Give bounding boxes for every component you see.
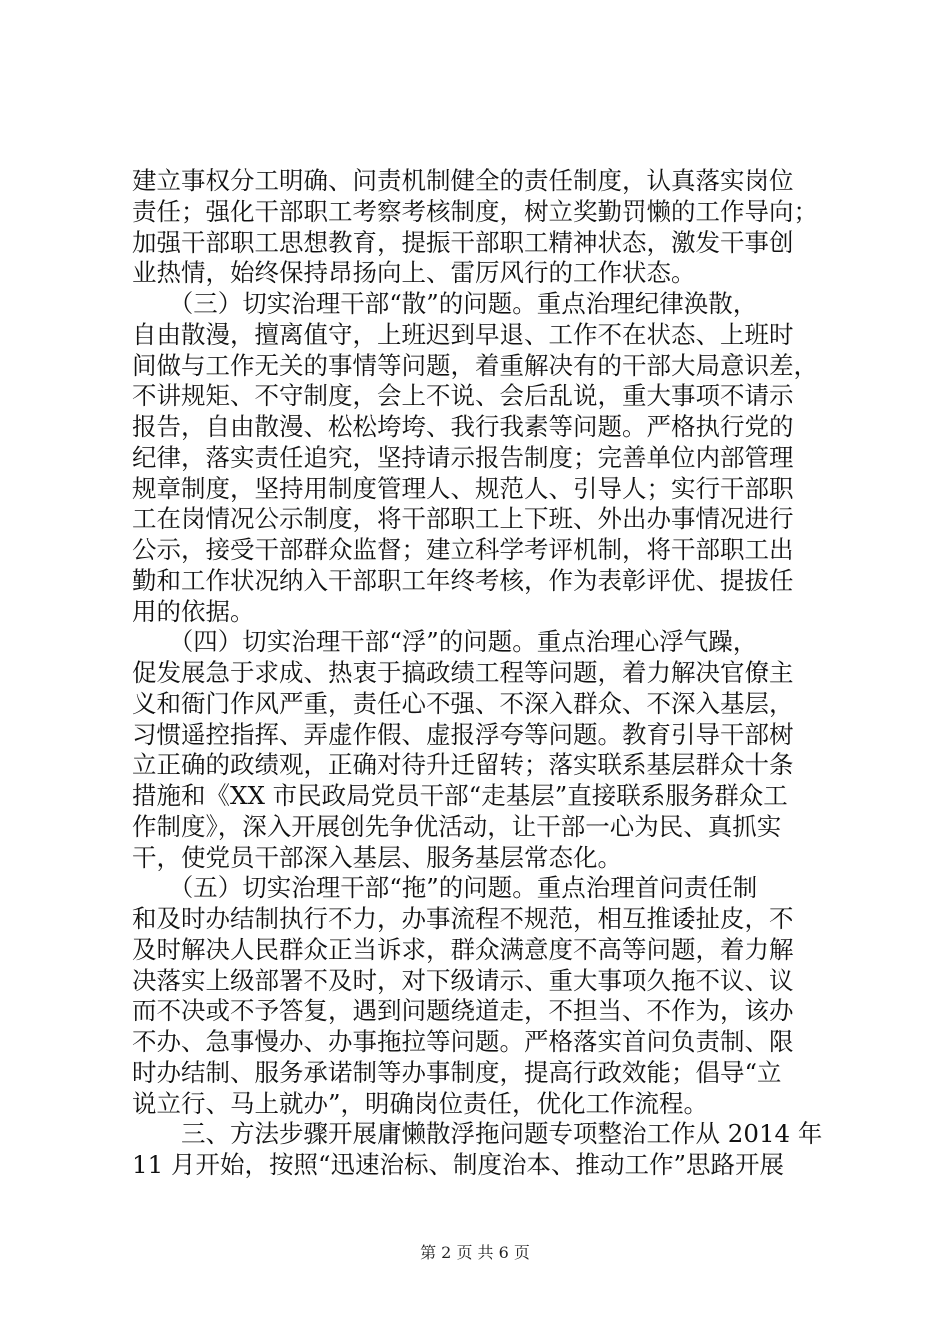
text-line: 公示，接受干部群众监督；建立科学考评机制，将干部职工出 bbox=[132, 535, 794, 564]
text-line: 和及时办结制执行不力，办事流程不规范，相互推诿扯皮，不 bbox=[132, 904, 794, 933]
text-line: 说立行、马上就办”，明确岗位责任，优化工作流程。 bbox=[132, 1088, 709, 1118]
text-line: 决落实上级部署不及时，对下级请示、重大事项久拖不议、议 bbox=[132, 965, 794, 995]
text-line: 自由散漫，擅离值守，上班迟到早退、工作不在状态、上班时 bbox=[132, 319, 794, 349]
text-line: 时办结制、服务承诺制等办事制度，提高行政效能；倡导“立 bbox=[132, 1057, 782, 1087]
text-line: 用的依据。 bbox=[132, 596, 255, 626]
text-line: 措施和《XX 市民政局党员干部“走基层”直接联系服务群众工 bbox=[132, 781, 788, 810]
text-line: 工在岗情况公示制度，将干部职工上下班、外出办事情况进行 bbox=[132, 504, 794, 534]
text-line: 勤和工作状况纳入干部职工年终考核，作为表彰评优、提拔任 bbox=[132, 565, 794, 595]
text-line: （四）切实治理干部“浮”的问题。重点治理心浮气躁， bbox=[132, 627, 758, 657]
text-line: （五）切实治理干部“拖”的问题。重点治理首问责任制 bbox=[132, 873, 758, 903]
text-line: 三、方法步骤开展庸懒散浮拖问题专项整治工作从 2014 年 bbox=[132, 1119, 823, 1149]
text-line: 责任；强化干部职工考察考核制度，树立奖勤罚懒的工作导向； bbox=[132, 196, 818, 226]
text-line: 建立事权分工明确、问责机制健全的责任制度，认真落实岗位 bbox=[132, 166, 794, 195]
text-line: 间做与工作无关的事情等问题，着重解决有的干部大局意识差， bbox=[132, 350, 818, 380]
page-number-footer: 第 2 页 共 6 页 bbox=[420, 1243, 530, 1262]
text-line: 促发展急于求成、热衷于搞政绩工程等问题，着力解决官僚主 bbox=[132, 658, 794, 687]
text-line: 规章制度，坚持用制度管理人、规范人、引导人；实行干部职 bbox=[132, 473, 794, 503]
text-line: 作制度》，深入开展创先争优活动，让干部一心为民、真抓实 bbox=[132, 811, 782, 841]
text-line: （三）切实治理干部“散”的问题。重点治理纪律涣散， bbox=[132, 289, 758, 318]
text-line: 干，使党员干部深入基层、服务基层常态化。 bbox=[132, 842, 622, 872]
document-body bbox=[132, 166, 832, 1181]
text-line: 加强干部职工思想教育，提振干部职工精神状态，激发干事创 bbox=[132, 227, 794, 257]
text-line: 不讲规矩、不守制度，会上不说、会后乱说，重大事项不请示 bbox=[132, 381, 794, 411]
text-line: 而不决或不予答复，遇到问题绕道走，不担当、不作为，该办 bbox=[132, 996, 794, 1026]
text-line: 11 月开始，按照“迅速治标、制度治本、推动工作”思路开展 bbox=[132, 1150, 785, 1179]
text-line: 习惯遥控指挥、弄虚作假、虚报浮夸等问题。教育引导干部树 bbox=[132, 719, 794, 749]
text-line: 业热情，始终保持昂扬向上、雷厉风行的工作状态。 bbox=[132, 258, 696, 288]
text-line: 报告，自由散漫、松松垮垮、我行我素等问题。严格执行党的 bbox=[132, 412, 794, 441]
text-line: 及时解决人民群众正当诉求，群众满意度不高等问题，着力解 bbox=[132, 934, 794, 964]
text-line: 不办、急事慢办、办事拖拉等问题。严格落实首问负责制、限 bbox=[132, 1027, 794, 1056]
text-line: 立正确的政绩观，正确对待升迁留转；落实联系基层群众十条 bbox=[132, 750, 794, 780]
text-line: 义和衙门作风严重，责任心不强、不深入群众、不深入基层， bbox=[132, 688, 794, 718]
text-line: 纪律，落实责任追究，坚持请示报告制度；完善单位内部管理 bbox=[132, 442, 794, 472]
